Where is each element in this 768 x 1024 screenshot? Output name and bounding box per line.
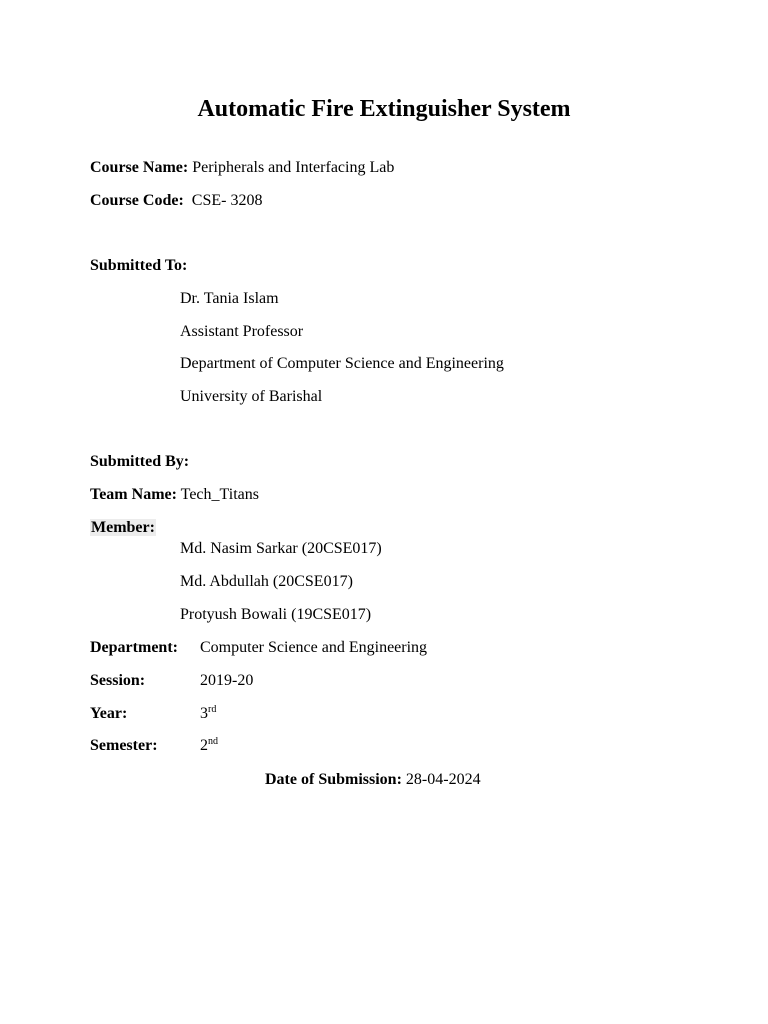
course-code-label: Course Code: [90,192,184,209]
supervisor-department: Department of Computer Science and Engineering [180,355,504,372]
member-item: Md. Abdullah (20CSE017) [180,573,353,590]
submitted-by-label: Submitted By: [90,453,190,470]
supervisor-designation: Assistant Professor [180,323,304,340]
semester-suffix: nd [208,736,218,747]
member-item: Protyush Bowali (19CSE017) [180,606,372,623]
document-title: Automatic Fire Extinguisher System [197,96,571,122]
year-value [200,704,216,724]
member-label: Member: [91,519,155,536]
semester-value [200,736,218,756]
course-code-row [90,191,262,211]
course-name-value: Peripherals and Interfacing Lab [192,159,395,176]
course-name-label: Course Name: [90,159,189,176]
year-suffix: rd [208,704,217,715]
submission-date-label: Date of Submission: [265,771,402,788]
team-name-row [90,485,259,505]
course-name-row [90,158,394,178]
team-name-value: Tech_Titans [180,486,259,503]
year-number: 3 [200,705,208,722]
department-value: Computer Science and Engineering [200,639,428,656]
supervisor-name: Dr. Tania Islam [180,290,279,307]
member-row [90,518,156,538]
department-label: Department: [90,639,178,656]
semester-number: 2 [200,737,208,754]
submitted-to-label: Submitted To: [90,257,188,274]
semester-label: Semester: [90,737,158,754]
submission-date-row [265,770,481,790]
year-label: Year: [90,705,128,722]
session-label: Session: [90,672,146,689]
course-code-value: CSE- 3208 [191,192,263,209]
team-name-label: Team Name: [90,486,177,503]
supervisor-university: University of Barishal [180,388,323,405]
session-value: 2019-20 [200,672,254,689]
member-item: Md. Nasim Sarkar (20CSE017) [180,540,382,557]
submission-date-value: 28-04-2024 [405,771,481,788]
